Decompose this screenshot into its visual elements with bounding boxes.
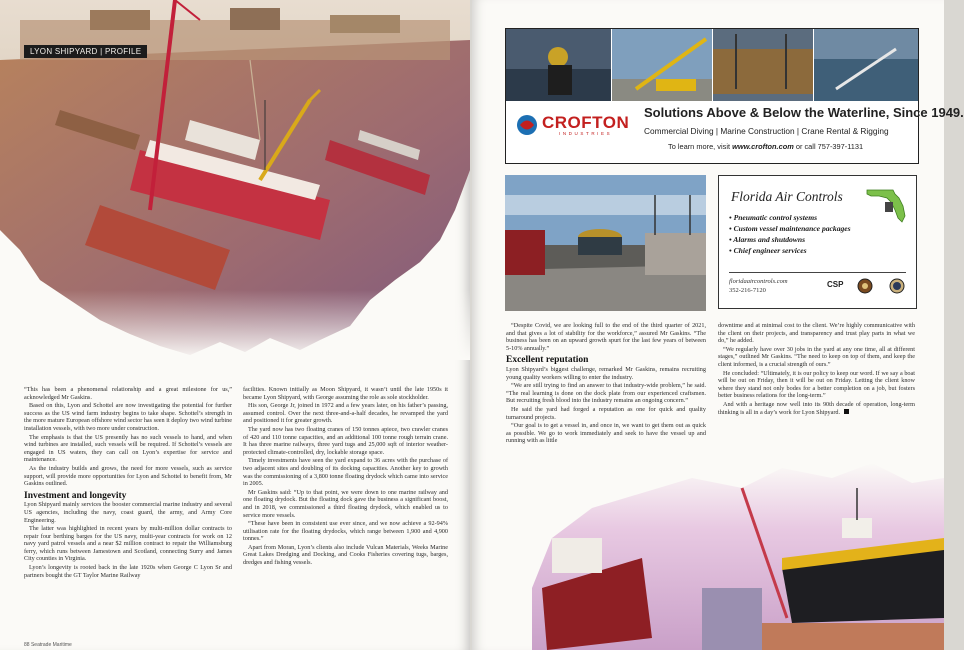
- closing-paragraph: And with a heritage now well into its 90th decade of operation, long-term thinking is all in a day’s work for Lyon Shipyard.: [718, 400, 915, 416]
- paragraph: Lyon Shipyard’s biggest challenge, remarked Mr Gaskins, remains recruiting young quality workers willing to enter the industry.: [506, 365, 706, 381]
- section-tag: LYON SHIPYARD | PROFILE: [24, 45, 147, 58]
- divider: [729, 272, 906, 273]
- subheading-reputation: Excellent reputation: [506, 355, 589, 366]
- florida-phone: 352-216-7120: [729, 287, 766, 294]
- list-item: • Chief engineer services: [729, 245, 851, 256]
- left-page: [0, 0, 470, 650]
- florida-air-controls-advertisement[interactable]: [718, 175, 917, 309]
- crofton-brand-sub: INDUSTRIES: [558, 130, 613, 136]
- csp-logo: CSP: [827, 280, 844, 289]
- crofton-logo-icon: [516, 114, 538, 136]
- right-column-2: [718, 322, 915, 417]
- paragraph: “We are still trying to find an answer to that industry-wide problem,” he said. “The real learning is done on the dock plate from our experienced craftsmen. But recruiting fresh blood into the industry remains an ongoing concern.”: [506, 382, 706, 405]
- left-column-1: [24, 386, 232, 580]
- crofton-brand-name: CROFTON: [542, 112, 630, 132]
- crofton-contact: [668, 142, 863, 151]
- badge-icon: [889, 278, 905, 294]
- paragraph: facilities. Known initially as Moon Shipyard, it wasn’t until the late 1950s it became Lyon Shipyard, with George assuming the role as sole stockholder.: [243, 386, 448, 401]
- paragraph: As the industry builds and grows, the need for more vessels, such as service support, will provide more opportunities for Lyon and Schottel to benefit from, Mr Gaskins outlined.: [24, 464, 232, 488]
- paragraph: The latter was highlighted in recent years by multi-million dollar contracts to repair four berthing barges for the US navy, multi-year contracts for work on 12 navy yard patrol vessels and a near $2 million contract to repair the Williamsburg ferry, which runs between Jamestown and Scotland, connecting Surry and James City counties in Virginia.: [24, 525, 232, 563]
- crofton-tagline: Solutions Above & Below the Waterline, Since 1949.: [644, 105, 964, 120]
- crofton-photo-strip: [506, 29, 918, 101]
- paragraph: “We regularly have over 30 jobs in the yard at any one time, all at different stages,” outlined Mr Gaskins. “The need to keep on top of them, and keep the client informed, is a crucial strength of ours.”: [718, 345, 915, 368]
- left-column-2: [243, 386, 448, 568]
- paragraph: His son, George Jr, joined in 1972 and a few years later, on his father’s passing, assumed control. Over the next three-and-a-half decades, he revamped the yard and positioned it for greater growth.: [243, 402, 448, 425]
- list-item: • Alarms and shutdowns: [729, 234, 851, 245]
- subheading-investment: Investment and longevity: [24, 490, 127, 501]
- paragraph: He concluded: “Ultimately, it is our policy to keep our word. If we say a boat will be out on Friday, then it will be out on Friday. Letting the client know where they stand not only bodes for a better completion on a job, but fosters better business relations for the long-term.”: [718, 369, 915, 400]
- paragraph: Mr Gaskins said: “Up to that point, we were down to one marine railway and one floating drydock. But the floating dock gave the business a significant boost, and in 2018, we commissioned a third floating drydock, which enabled us to service more vessels.: [243, 488, 448, 519]
- right-page: [472, 0, 964, 650]
- paragraph: The yard now has two floating cranes of 150 tonnes apiece, two crawler cranes of 420 and 110 tonne capacities, and an additional 100 tonne rough terrain crane. It has three marine railways, three yard tugs and 25,000 sqft of interior weather-protected climate-controlled, dry, lockable storage space.: [243, 425, 448, 456]
- paragraph: Lyon’s longevity is rooted back in the late 1920s when George C Lyon Sr and partners bought the GT Taylor Marine Railway: [24, 564, 232, 579]
- list-item: • Pneumatic control systems: [729, 212, 851, 223]
- paragraph: He said the yard had forged a reputation as one for quick and quality turnaround projects.: [506, 405, 706, 421]
- paragraph: “Our goal is to get a vessel in, and once in, we want to get them out as quick as possible. We go to work immediately and seek to have the vessel up and running with as little: [506, 422, 706, 445]
- list-item: • Custom vessel maintenance packages: [729, 223, 851, 234]
- right-column-1: [506, 322, 706, 446]
- paragraph: Timely investments have seen the yard expand to 36 acres with the purchase of two adjacent sites and doubling of its docking capacities. Another key to growth was the commissioning of a 3,800 tonne floating drydock which came into service in 2005.: [243, 457, 448, 488]
- paragraph: [718, 401, 915, 416]
- crofton-advertisement[interactable]: [505, 28, 964, 164]
- ship-hull-photo: [532, 448, 944, 650]
- crofton-logo: [516, 114, 629, 136]
- seal-icon: [857, 278, 873, 294]
- paragraph: Lyon Shipyard mainly services the booster commercial marine industry and several US agencies, including the navy, coast guard, the army, and Army Core Engineering.: [24, 501, 232, 524]
- drydock-photo: [505, 175, 706, 311]
- paragraph: downtime and at minimal cost to the client. We’re highly communicative with the client on their projects, and transparency and trust play parts in what we do,” he added.: [718, 322, 915, 345]
- paragraph: “These have been in consistent use ever since, and we now achieve a 92-94% utilisation rate for the floating drydocks, which range between 1,900 and 4,900 tonnes.”: [243, 520, 448, 543]
- paragraph: The emphasis is that the US presently has no such vessels to hand, and when wind turbines are installed, such vessels will be required. If Schottel’s vessels are engaged in US waters, they can call on Lyon’s expertise for service and maintenance.: [24, 433, 232, 464]
- paragraph: Based on this, Lyon and Schottel are now investigating the potential for further success as the US wind farm industry begins to take shape. Schottel’s strength in the more mature European offshore wind sector has seen it deploy two wind turbine installation vessels, with two more under construction.: [24, 402, 232, 432]
- florida-ad-title: Florida Air Controls: [731, 189, 843, 204]
- crofton-url[interactable]: www.crofton.com: [732, 142, 794, 151]
- page-folio: 88 Seatrade Maritime: [24, 642, 72, 648]
- florida-website[interactable]: floridaaircontrols.com: [729, 278, 788, 285]
- crofton-contact-prefix: To learn more, visit: [668, 142, 733, 151]
- end-mark-icon: [844, 409, 849, 414]
- crofton-services: Commercial Diving | Marine Construction | Crane Rental & Rigging: [644, 126, 889, 136]
- paragraph: “This has been a phenomenal relationship and a great milestone for us,” acknowledged Mr Gaskins.: [24, 386, 232, 401]
- paragraph: “Despite Covid, we are looking full to the end of the third quarter of 2021, and that gives a lot of stability for the workforce,” assured Mr Gaskins. “The business has been on an upward growth spurt for the last few years of between 5-10% annually.”: [506, 322, 706, 352]
- florida-services-list: [729, 212, 851, 256]
- crofton-contact-suffix: or call 757-397-1131: [793, 142, 864, 151]
- florida-map-icon: [865, 184, 909, 224]
- paragraph: Apart from Moran, Lyon’s clients also include Vulcan Materials, Weeks Marine Great Lakes Dredging and Docking, and Cooks Fisheries covering tugs, barges, dredges and fishing vessels.: [243, 543, 448, 567]
